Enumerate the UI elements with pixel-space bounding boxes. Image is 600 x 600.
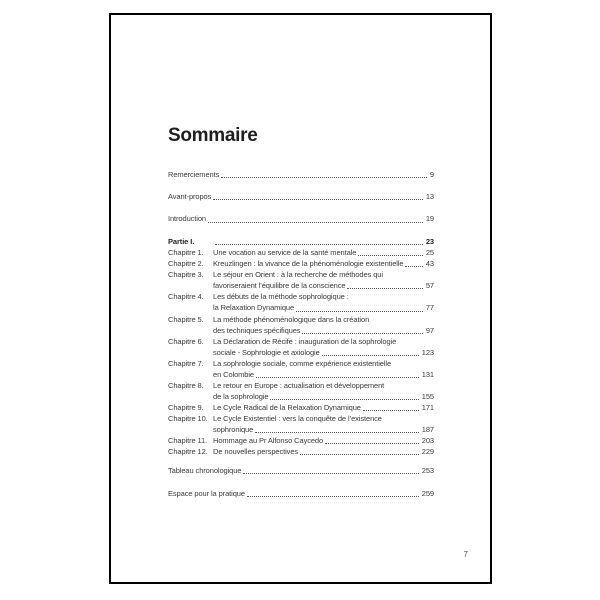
toc-chapter-body: [213, 291, 434, 313]
toc-chapter-body: [213, 258, 434, 269]
toc-entry-label: Avant-propos: [168, 192, 212, 202]
toc-chapter-list: [168, 247, 434, 457]
toc-entry-page-number: 13: [425, 192, 434, 202]
toc-front-list: [168, 169, 434, 225]
dot-leader: [256, 369, 419, 378]
toc-chapter-line: [213, 391, 434, 402]
toc-chapter-entry: [168, 446, 434, 457]
toc-chapter-entry: [168, 247, 434, 258]
dot-leader: [322, 347, 419, 356]
toc-chapter-body: [213, 358, 434, 380]
toc-back-list: [168, 465, 434, 498]
toc-chapter-label: Chapitre 2.: [168, 259, 204, 269]
toc-chapter-line-text: Kreuzlingen : la vivance de la phénoménologie existentielle: [213, 259, 404, 269]
toc-chapter-label: Chapitre 4.: [168, 292, 204, 302]
toc-chapter-body: [213, 446, 434, 457]
toc-chapter-line: [213, 302, 434, 313]
toc-entry: [168, 191, 434, 202]
toc-chapter-page-number: 77: [425, 303, 434, 313]
dot-leader: [270, 391, 418, 400]
toc-chapter-body: [213, 402, 434, 413]
toc-entry: [168, 213, 434, 224]
toc-entry-label: Espace pour la pratique: [168, 488, 245, 498]
toc-chapter-entry: [168, 269, 434, 291]
toc-part-line: [213, 236, 434, 247]
dot-leader: [247, 488, 419, 497]
toc-chapter-line: [213, 369, 434, 380]
toc-chapter-line: Les débuts de la méthode sophrologique :: [213, 292, 349, 302]
toc-chapter-body: [213, 380, 434, 402]
toc-chapter-page-number: 25: [425, 248, 434, 258]
toc-chapter-line: [213, 424, 434, 435]
toc-chapter-line: Le séjour en Orient : à la recherche de méthodes qui: [213, 270, 383, 280]
toc-entry: [168, 465, 434, 476]
toc-chapter-page-number: 229: [421, 447, 434, 457]
toc-part-label: Partie I.: [168, 237, 195, 247]
toc-entry: [168, 169, 434, 180]
dot-leader: [255, 424, 419, 433]
toc-entry-page-number: 253: [421, 466, 434, 476]
dot-leader: [363, 402, 419, 411]
toc-chapter-body: [213, 314, 434, 336]
toc-chapter-line: La Déclaration de Récife : inauguration de la sophrologie: [213, 336, 397, 346]
toc-entry: [168, 488, 434, 499]
toc-chapter-line: [213, 402, 434, 413]
toc-chapter-page-number: 155: [421, 391, 434, 401]
toc-entry-label: Tableau chronologique: [168, 466, 242, 476]
toc-chapter-line-text: Une vocation au service de la santé mentale: [213, 248, 357, 258]
toc-chapter-line-text: des techniques spécifiques: [213, 325, 301, 335]
toc-chapter-label: Chapitre 12.: [168, 447, 208, 457]
toc-entry-page-number: 19: [425, 214, 434, 224]
toc-chapter-line-text: en Colombie: [213, 369, 255, 379]
toc-part-body: [213, 236, 434, 247]
toc-chapter-page-number: 57: [425, 281, 434, 291]
toc-chapter-line-text: Hommage au Pr Alfonso Caycedo: [213, 436, 324, 446]
toc-chapter-label: Chapitre 1.: [168, 248, 204, 258]
toc-chapter-label: Chapitre 11.: [168, 436, 208, 446]
toc-part-page-number: 23: [425, 237, 434, 247]
toc-chapter-line: [213, 347, 434, 358]
toc-chapter-page-number: 203: [421, 436, 434, 446]
toc-chapter-entry: [168, 358, 434, 380]
toc-chapter-line: [213, 280, 434, 291]
toc-chapter-line-text: sophronique: [213, 425, 254, 434]
toc-entry-part: [168, 236, 434, 247]
toc-chapter-line-text: de la sophrologie: [213, 391, 269, 401]
toc-chapter-page-number: 187: [421, 425, 434, 434]
toc-chapter-label: Chapitre 6.: [168, 336, 204, 346]
toc-chapter-entry: [168, 314, 434, 336]
toc-chapter-label: Chapitre 10.: [168, 413, 208, 423]
toc-chapter-line: [213, 325, 434, 336]
folio-page-number: 7: [463, 550, 468, 559]
dot-leader: [213, 191, 423, 200]
toc-chapter-label: Chapitre 7.: [168, 358, 204, 368]
toc-chapter-entry: [168, 413, 434, 435]
toc-chapter-body: [213, 269, 434, 291]
toc-chapter-line-text: De nouvelles perspectives: [213, 447, 299, 457]
toc-chapter-body: [213, 336, 434, 358]
toc-chapter-label: Chapitre 8.: [168, 380, 204, 390]
dot-leader: [347, 280, 422, 289]
toc-chapter-line: [213, 258, 434, 269]
table-of-contents: [168, 169, 434, 499]
toc-chapter-body: [213, 413, 434, 435]
dot-leader: [243, 465, 418, 474]
toc-entry-label: Remerciements: [168, 170, 220, 179]
dot-leader: [302, 325, 422, 334]
toc-chapter-line-text: Le Cycle Radical de la Relaxation Dynamique: [213, 402, 361, 412]
toc-chapter-page-number: 131: [421, 369, 434, 379]
toc-chapter-line-text: la Relaxation Dynamique: [213, 303, 295, 313]
dot-leader: [325, 435, 419, 444]
dot-leader: [300, 446, 419, 455]
toc-chapter-entry: [168, 435, 434, 446]
toc-chapter-line: [213, 247, 434, 258]
toc-entry-label: Introduction: [168, 214, 206, 224]
toc-chapter-line: La méthode phénoménologique dans la création: [213, 314, 370, 324]
toc-chapter-entry: [168, 291, 434, 313]
toc-chapter-page-number: 43: [425, 259, 434, 269]
toc-chapter-entry: [168, 380, 434, 402]
toc-chapter-entry: [168, 258, 434, 269]
toc-chapter-page-number: 123: [421, 347, 434, 357]
dot-leader: [405, 258, 422, 267]
toc-chapter-line-text: sociale - Sophrologie et axiologie: [213, 347, 320, 357]
toc-entry-page-number: 9: [429, 170, 434, 179]
toc-chapter-label: Chapitre 5.: [168, 314, 204, 324]
toc-chapter-entry: [168, 336, 434, 358]
dot-leader: [208, 213, 423, 222]
toc-chapter-line: La sophrologie sociale, comme expérience existentielle: [213, 358, 392, 368]
toc-chapter-line-text: favoriseraient l’équilibre de la conscience: [213, 281, 346, 291]
toc-chapter-label: Chapitre 9.: [168, 402, 204, 412]
dot-leader: [215, 236, 423, 245]
dot-leader: [221, 169, 427, 178]
toc-chapter-line: [213, 435, 434, 446]
toc-chapter-label: Chapitre 3.: [168, 270, 204, 280]
toc-entry-page-number: 259: [421, 488, 434, 498]
toc-chapter-page-number: 171: [421, 402, 434, 412]
toc-chapter-body: [213, 435, 434, 446]
toc-chapter-page-number: 97: [425, 325, 434, 335]
book-page: [109, 13, 492, 584]
toc-chapter-line: Le Cycle Existentiel : vers la conquête de l’existence: [213, 413, 382, 423]
toc-chapter-entry: [168, 402, 434, 413]
toc-chapter-line: Le retour en Europe : actualisation et développement: [213, 380, 385, 390]
page-title: Sommaire: [168, 125, 258, 146]
toc-chapter-line: [213, 446, 434, 457]
dot-leader: [296, 302, 423, 311]
dot-leader: [358, 247, 423, 256]
toc-chapter-body: [213, 247, 434, 258]
